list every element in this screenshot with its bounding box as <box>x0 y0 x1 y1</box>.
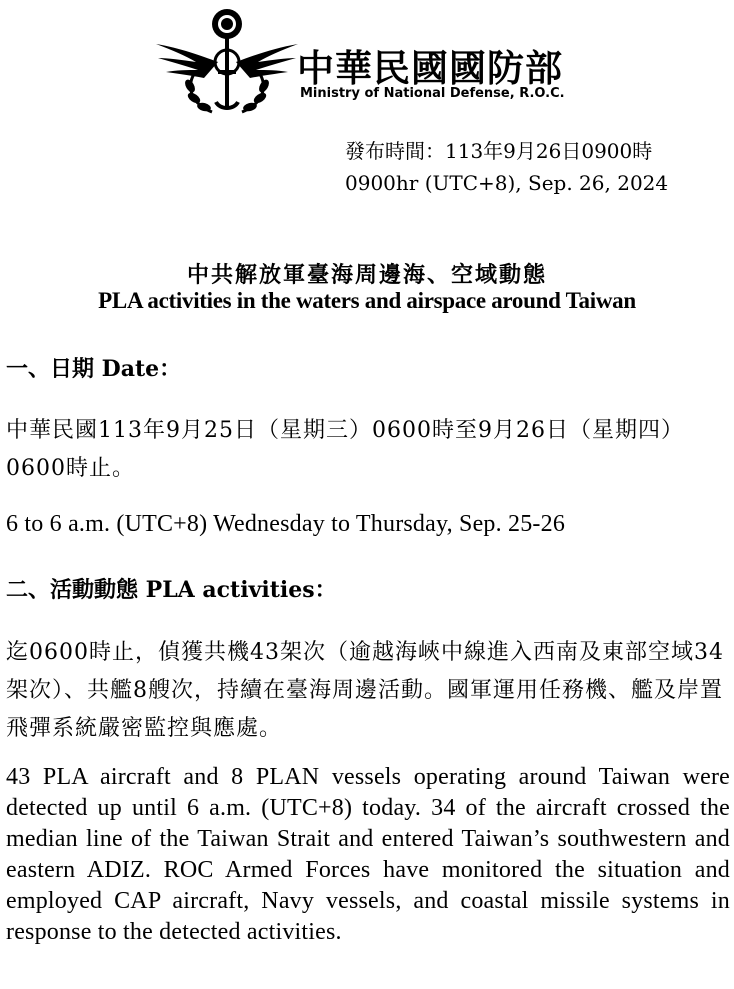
section-date-heading: 一、日期 Date： <box>6 356 182 382</box>
org-name-english: Ministry of National Defense, R.O.C. <box>300 86 565 101</box>
activities-text-zh: 迄0600時止，偵獲共機43架次（逾越海峽中線進入西南及東部空域34架次）、共艦8艘次，持續在臺海周邊活動。國軍運用任務機、艦及岸置飛彈系統嚴密監控與應處。 <box>6 640 724 741</box>
release-time-en: 0900hr (UTC+8), Sep. 26, 2024 <box>345 171 669 195</box>
org-name-chinese: 中華民國國防部 <box>297 47 563 90</box>
activities-text-en: 43 PLA aircraft and 8 PLAN vessels operating around Taiwan were detected up until 6 a.m. (UTC+8) today. 34 of the aircraft crossed the median line of the Taiwan Strait and entered Taiwan’s southwestern and eastern ADIZ. ROC Armed Forces have monitored the situation and employed CAP aircraft, Navy vessels, and coastal missile systems in response to the detected activities. <box>6 764 730 945</box>
release-time <box>345 135 668 199</box>
title-chinese: 中共解放軍臺海周邊海、空域動態 <box>186 262 547 288</box>
date-text-en: 6 to 6 a.m. (UTC+8) Wednesday to Thursday, Sep. 25-26 <box>6 511 566 537</box>
release-time-zh: 發布時間：113年9月26日0900時 <box>345 139 653 163</box>
letterhead <box>152 4 612 124</box>
title-english: PLA activities in the waters and airspace around Taiwan <box>98 288 636 313</box>
date-text-zh: 中華民國113年9月25日（星期三）0600時至9月26日（星期四）0600時止。 <box>6 418 684 481</box>
section-activities-heading: 二、活動動態 PLA activities： <box>6 577 337 603</box>
mnd-emblem-logo <box>152 4 302 122</box>
